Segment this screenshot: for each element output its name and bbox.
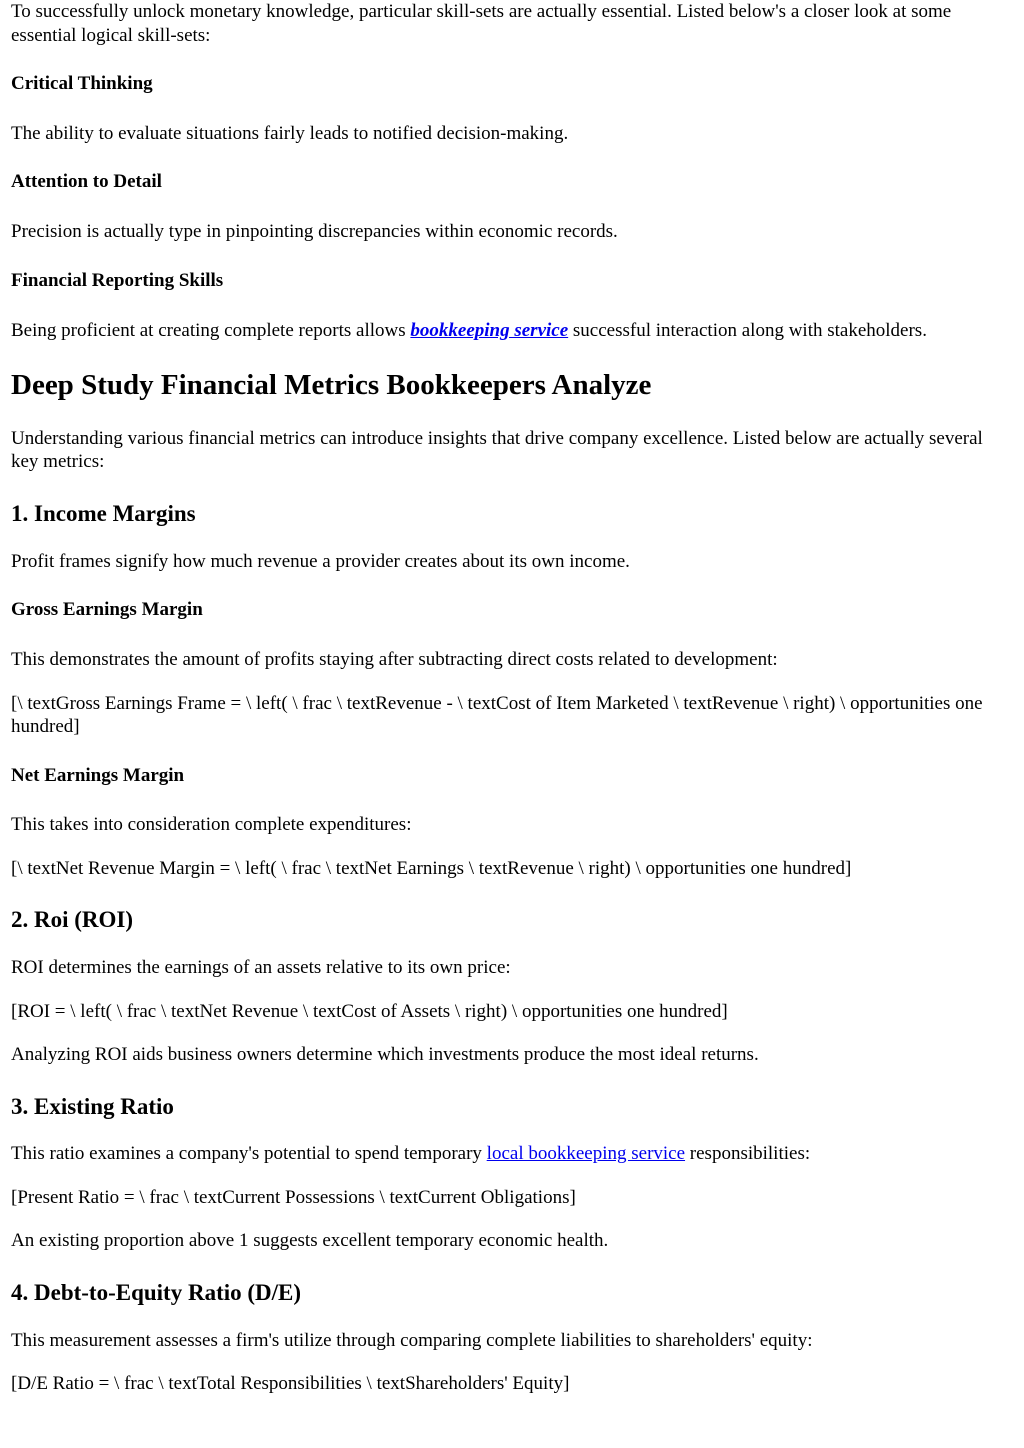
existing-ratio-note: An existing proportion above 1 suggests excellent temporary economic health.: [11, 1230, 609, 1252]
net-margin-text: This takes into consideration complete expenditures:: [11, 814, 412, 836]
roi-note: Analyzing ROI aids business owners determine which investments produce the most ideal returns.: [11, 1044, 759, 1066]
existing-ratio-text-after-link: responsibilities:: [685, 1143, 811, 1165]
skill-heading-critical-thinking: Critical Thinking: [11, 73, 153, 95]
roi-formula: [ROI = \ left( \ frac \ textNet Revenue \ textCost of Assets \ right) \ opportunities one hundred]: [11, 1000, 728, 1022]
gross-margin-formula: [\ textGross Earnings Frame = \ left( \ frac \ textRevenue - \ textCost of Item Marketed \ textRevenue \ right) \ opportunities one hundred]: [11, 692, 983, 738]
main-intro-paragraph: Understanding various financial metrics can introduce insights that drive company excellence. Listed below are actually several key metrics:: [11, 427, 983, 473]
skill-heading-attention-to-detail: Attention to Detail: [11, 171, 162, 193]
skill-text-before-link: Being proficient at creating complete reports allows: [11, 319, 411, 341]
net-margin-heading: Net Earnings Margin: [11, 764, 185, 786]
local-bookkeeping-service-link[interactable]: local bookkeeping service: [486, 1143, 686, 1165]
main-heading: Deep Study Financial Metrics Bookkeepers Analyze: [11, 369, 652, 402]
existing-ratio-formula: [Present Ratio = \ frac \ textCurrent Possessions \ textCurrent Obligations]: [11, 1186, 576, 1208]
skill-text-financial-reporting: [11, 319, 1014, 343]
roi-text: ROI determines the earnings of an assets relative to its own price:: [11, 957, 511, 979]
debt-to-equity-formula: [D/E Ratio = \ frac \ textTotal Responsibilities \ textShareholders' Equity]: [11, 1373, 570, 1395]
income-margins-text: Profit frames signify how much revenue a provider creates about its own income.: [11, 550, 630, 572]
debt-to-equity-text: This measurement assesses a firm's utilize through comparing complete liabilities to shareholders' equity:: [11, 1329, 813, 1351]
gross-margin-heading: Gross Earnings Margin: [11, 599, 203, 621]
existing-ratio-text-before-link: This ratio examines a company's potential to spend temporary: [11, 1143, 487, 1165]
skill-text-attention-to-detail: Precision is actually type in pinpointing discrepancies within economic records.: [11, 221, 618, 243]
existing-ratio-text: [11, 1142, 1014, 1166]
intro-paragraph: To successfully unlock monetary knowledge, particular skill-sets are actually essential. Listed below's a closer look at some essential logical skill-sets:: [11, 1, 952, 46]
net-margin-formula: [\ textNet Revenue Margin = \ left( \ frac \ textNet Earnings \ textRevenue \ right) \ opportunities one hundred]: [11, 857, 852, 879]
skill-text-after-link: successful interaction along with stakeholders.: [568, 319, 927, 341]
skill-heading-financial-reporting: Financial Reporting Skills: [11, 269, 224, 291]
section-heading-existing-ratio: 3. Existing Ratio: [11, 1093, 174, 1119]
gross-margin-text: This demonstrates the amount of profits staying after subtracting direct costs related to development:: [11, 648, 778, 670]
section-heading-income-margins: 1. Income Margins: [11, 501, 196, 527]
bookkeeping-service-link[interactable]: bookkeeping service: [410, 319, 569, 341]
section-heading-roi: 2. Roi (ROI): [11, 907, 134, 933]
section-heading-debt-to-equity: 4. Debt-to-Equity Ratio (D/E): [11, 1279, 302, 1305]
skill-text-critical-thinking: The ability to evaluate situations fairly leads to notified decision-making.: [11, 122, 569, 144]
